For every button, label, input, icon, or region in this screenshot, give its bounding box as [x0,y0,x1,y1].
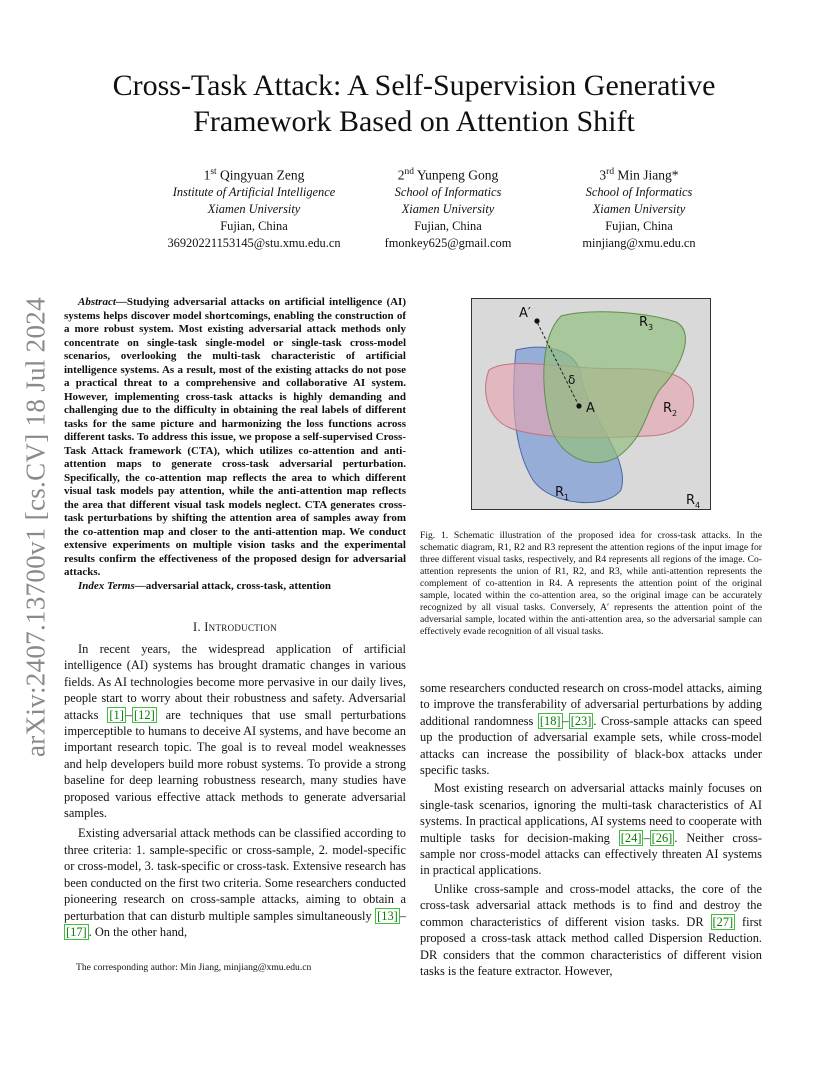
author-email: fmonkey625@gmail.com [384,235,512,250]
author-institution: Institute of Artificial Intelligence [172,184,336,199]
index-terms-label: Index Terms [78,579,135,592]
introduction-body [64,641,406,940]
author-name: Qingyuan Zeng [220,167,305,183]
author-location: Fujian, China [605,218,673,233]
citation-dash: – [125,707,133,722]
point-a [576,403,581,408]
point-a-prime [534,318,539,323]
index-terms-text: —adversarial attack, cross-task, attention [134,579,331,592]
right-paragraph-2 [420,780,762,878]
paragraph-text: In recent years, the widespread application of artificial intelligence (AI) systems has brought dramatic changes in various fields. As AI technologies become more pervasive in our daily lives, people start to worry about their robustness and safety. Adversarial attacks [64,642,406,722]
right-paragraph-1 [420,680,762,778]
label-a-prime: A′ [519,306,531,321]
author-university: Xiamen University [592,201,686,216]
citation-link[interactable]: [23] [570,713,592,728]
paragraph-text: first proposed a cross-task attack method called Dispersion Reduction. DR considers that the common characteristics of different vision tasks is the feature extractor. However, [420,914,762,978]
paragraph-text: . Cross-sample attacks can speed up the production of adversarial example sets, while cross-model attacks can increase the possibility of black-box attacks under specific tasks. [420,713,763,778]
author-ordinal-suffix: rd [606,167,615,177]
label-r2: $R_2$ [663,401,678,418]
attention-shift-figure [471,298,711,510]
citation-dash: – [643,830,650,845]
section-heading-introduction: I. Introduction [193,620,277,634]
author-ordinal: 2 [397,167,405,183]
author-institution: School of Informatics [394,184,502,199]
citation-link[interactable]: [12] [134,707,155,722]
citation-link[interactable]: [24] [620,830,642,845]
paragraph-text: some researchers conducted research on cross-model attacks, aiming to improve the transferability of adversarial perturbations by adding additional randomness [420,681,762,728]
paragraph-text: Most existing research on adversarial attacks mainly focuses on single-task scenarios, ignoring the multi-task characteristics of AI systems. In practical applications, AI systems need to cooperate with multiple tasks for decision-making [420,781,762,845]
citation-link[interactable]: [18] [539,713,561,728]
citation-link[interactable]: [26] [651,830,673,845]
citation-link[interactable]: [17] [66,924,87,939]
title-line-1: Cross-Task Attack: A Self-Supervision Generative [112,69,716,102]
right-paragraph-3 [420,881,762,979]
author-block-3 [519,164,759,252]
citation-link[interactable]: [13] [377,908,398,923]
paragraph-text: Unlike cross-sample and cross-model attacks, the core of the cross-task adversarial attack methods is to find and destroy the common characteristics of different vision tasks. DR [420,881,762,929]
paragraph-text: are techniques that use small perturbations imperceptible to humans to deceive AI systems, and have become an important research topic. The goal is to reveal model weaknesses and help developers build more robust systems. To provide a strong baseline for deep learning robustness research, many studies have proposed various effective attack methods to generate adversarial samples. [64,707,406,821]
abstract-text: —Studying adversarial attacks on artificial intelligence (AI) systems helps discover model shortcomings, enabling the construction of a more robust system. Most existing adversarial attack methods only concentrate on single-task single-model or single-task cross-model scenarios, overlooking the multi-task characteristic of artificial intelligence systems. As a result, most of the existing attacks do not pose a practical threat to a comprehensive and collaborative AI system. However, implementing cross-task attacks is highly demanding and challenging due to the difficulty in obtaining the real labels of different tasks for the same picture and harmonizing the loss functions across different tasks. To address this issue, we propose a self-supervised Cross-Task Attack framework (CTA), which utilizes co-attention and anti-attention maps to generate cross-task adversarial perturbation. Specifically, the co-attention map reflects the area to which different visual task models pay attention, while the anti-attention map reflects the area that different visual task models neglect. CTA generates cross-task perturbations by shifting the attention area of samples away from the co-attention map and closer to the anti-attention map. We conduct extensive experiments on multiple vision tasks and the experimental results confirm the effectiveness of the proposed design for adversarial attacks. [64,296,406,578]
citation-link[interactable]: [1] [109,707,124,722]
abstract-label: Abstract [78,296,116,308]
author-ordinal-suffix: st [210,167,217,177]
label-r1: $R_1$ [555,485,570,502]
author-ordinal-suffix: nd [404,167,414,177]
author-location: Fujian, China [220,218,288,233]
author-ordinal: 1 [203,167,211,183]
label-delta: δ [568,373,576,387]
author-email: minjiang@xmu.edu.cn [582,235,696,250]
arxiv-identifier: arXiv:2407.13700v1 [cs.CV] 18 Jul 2024 [20,297,51,757]
figure-caption: Fig. 1. Schematic illustration of the proposed idea for cross-task attacks. In the schematic diagram, R1, R2 and R3 represent the attention regions of the input image for three different visual tasks, respectively, and R4 represents all regions of the image. Co-attention represents the union of R1, R2, and R3, while anti-attention represents the complement of co-attention in R4. A represents the attention point of the original sample, located within the co-attention area, so the original image can be accurately recognized by all visual tasks. Conversely, A′ represents the attention point of the adversarial sample, located within the anti-attention area, so the adversarial sample can effectively evade recognition of all visual tasks. [420,530,762,637]
label-a: A [586,401,595,416]
abstract [64,296,406,593]
author-email: 36920221153145@stu.xmu.edu.cn [167,235,341,250]
author-institution: School of Informatics [585,184,693,199]
author-location: Fujian, China [414,218,482,233]
intro-paragraph-1 [64,641,406,821]
citation-dash: – [562,713,569,728]
label-r3: $R_3$ [639,315,654,332]
intro-paragraph-2 [64,825,406,940]
corresponding-author-footnote: The corresponding author: Min Jiang, minjiang@xmu.edu.cn [76,962,312,973]
title-line-2: Framework Based on Attention Shift [193,105,635,138]
paragraph-text: . Neither cross-sample nor cross-model attacks can effectively threaten AI systems in practical applications. [420,830,762,878]
author-name: Min Jiang* [617,167,679,183]
label-r4: $R_4$ [686,493,701,510]
author-name: Yunpeng Gong [416,167,499,183]
citation-dash: – [399,908,406,923]
author-university: Xiamen University [401,201,495,216]
paper-title [60,68,768,140]
right-column-body [420,680,762,979]
citation-link[interactable]: [27] [712,914,734,929]
paragraph-text: . On the other hand, [88,924,188,939]
paragraph-text: Existing adversarial attack methods can be classified according to three criteria: 1. sample-specific or cross-sample, 2. model-specific or cross-model, 3. task-specific or cross-task. Extensive research has been conducted on the first two criteria. Some researchers conducted pioneering research on cross-sample attacks, aiming to obtain a perturbation that can disturb multiple samples simultaneously [64,826,406,923]
author-ordinal: 3 [599,167,607,183]
author-university: Xiamen University [207,201,301,216]
